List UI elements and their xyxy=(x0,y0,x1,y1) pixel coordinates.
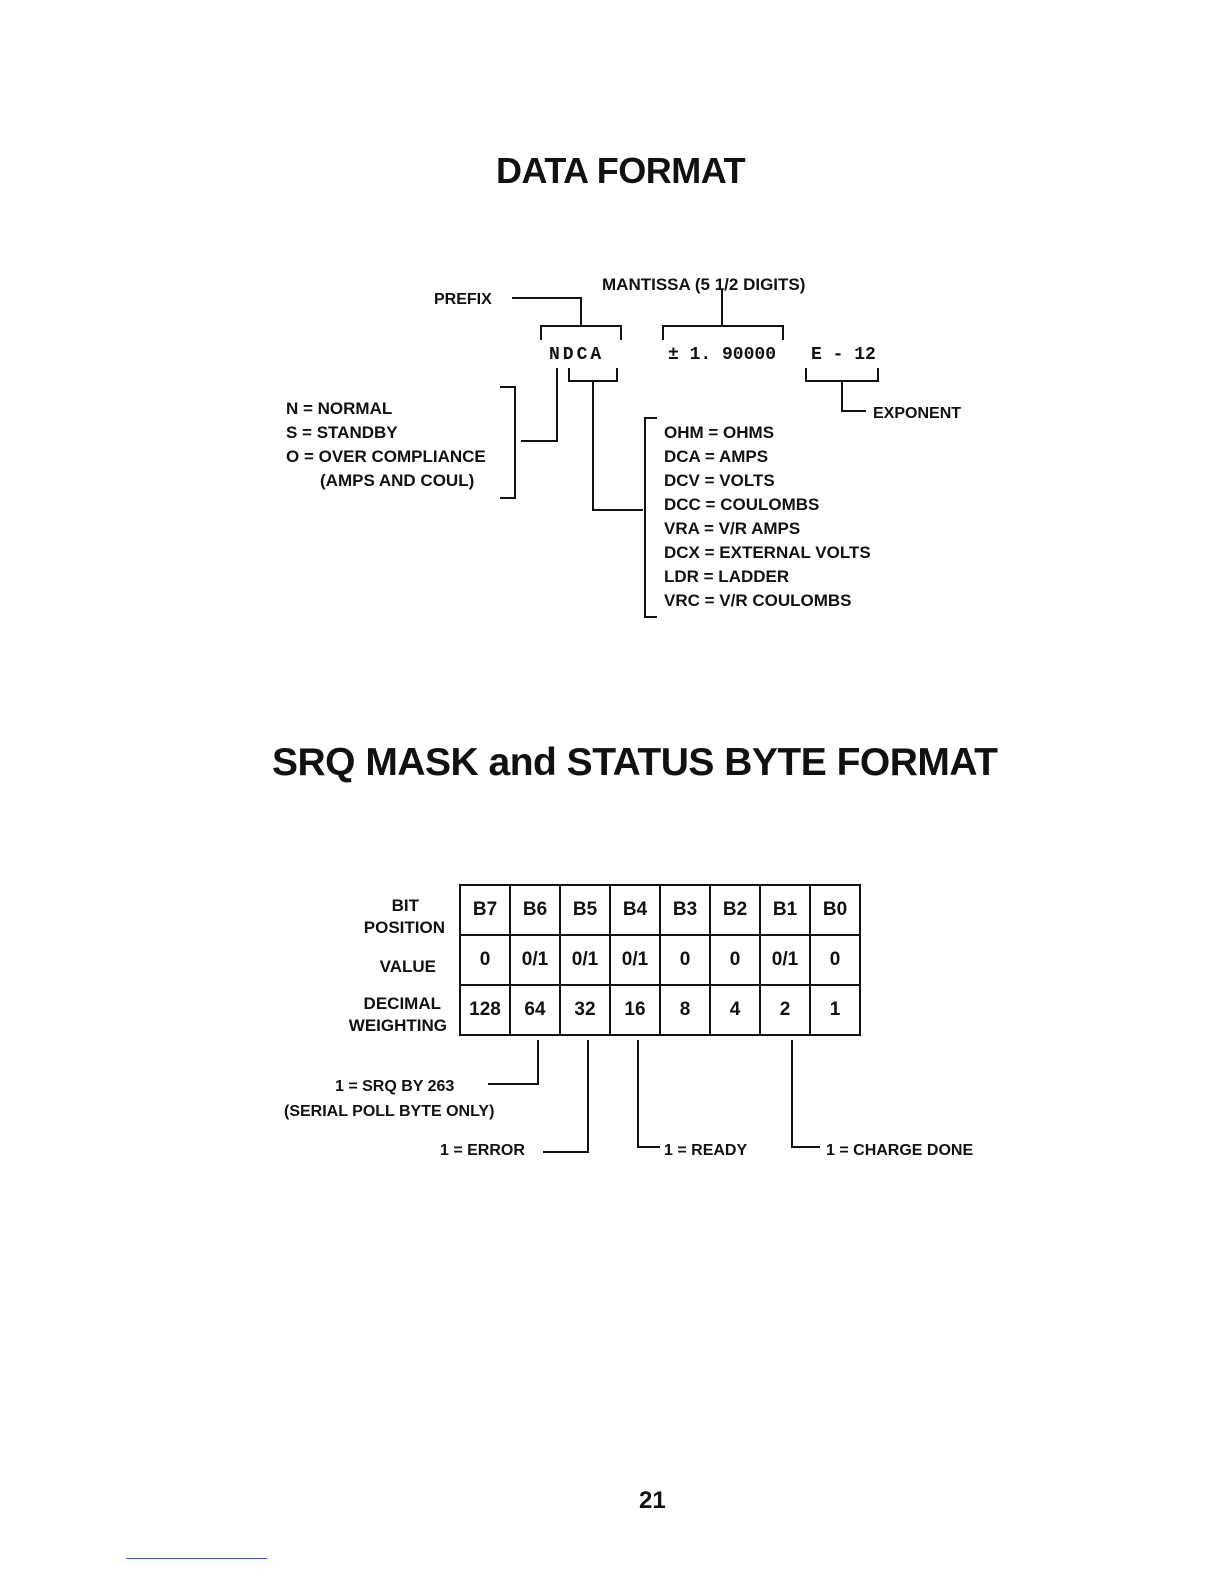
value-cell: 0 xyxy=(660,935,710,985)
status-code-normal: N = NORMAL xyxy=(286,399,393,418)
note-error: 1 = ERROR xyxy=(440,1142,525,1159)
bit-cell: B2 xyxy=(710,885,760,935)
data-format-title: DATA FORMAT xyxy=(496,150,746,191)
weight-cell: 8 xyxy=(660,985,710,1035)
bit-cell: B0 xyxy=(810,885,860,935)
exponent-label: EXPONENT xyxy=(873,405,962,422)
bit-cell: B5 xyxy=(560,885,610,935)
status-code-standby: S = STANDBY xyxy=(286,423,398,442)
function-code-vrc: VRC = V/R COULOMBS xyxy=(664,591,852,610)
exponent-example: E - 12 xyxy=(811,345,876,365)
weight-cell: 16 xyxy=(610,985,660,1035)
row-label-value: VALUE xyxy=(379,957,436,976)
note-charge-done: 1 = CHARGE DONE xyxy=(826,1142,974,1159)
function-code-dcv: DCV = VOLTS xyxy=(664,471,775,490)
prefix-label: PREFIX xyxy=(434,291,492,308)
value-cell: 0/1 xyxy=(760,935,810,985)
function-code-dcx: DCX = EXTERNAL VOLTS xyxy=(664,543,871,562)
weight-cell: 64 xyxy=(510,985,560,1035)
note-srq: 1 = SRQ BY 263 xyxy=(335,1078,455,1095)
bit-cell: B3 xyxy=(660,885,710,935)
bit-cell: B6 xyxy=(510,885,560,935)
function-code-ohm: OHM = OHMS xyxy=(664,423,775,442)
function-code-dca: DCA = AMPS xyxy=(664,447,769,466)
mantissa-example: ± 1. 90000 xyxy=(668,345,777,365)
bit-cell: B4 xyxy=(610,885,660,935)
note-ready: 1 = READY xyxy=(664,1142,748,1159)
weight-cell: 2 xyxy=(760,985,810,1035)
value-cell: 0/1 xyxy=(560,935,610,985)
srq-title: SRQ MASK and STATUS BYTE FORMAT xyxy=(272,741,998,784)
value-cell: 0/1 xyxy=(510,935,560,985)
weight-cell: 32 xyxy=(560,985,610,1035)
row-label-bit-line2: POSITION xyxy=(363,918,445,937)
function-code-ldr: LDR = LADDER xyxy=(664,567,790,586)
row-label-decimal-line2: WEIGHTING xyxy=(348,1016,447,1035)
value-cell: 0 xyxy=(810,935,860,985)
function-code-dcc: DCC = COULOMBS xyxy=(664,495,820,514)
status-code-over-compliance: O = OVER COMPLIANCE xyxy=(286,447,486,466)
row-label-bit-line1: BIT xyxy=(391,896,419,915)
bit-cell: B1 xyxy=(760,885,810,935)
function-code-vra: VRA = V/R AMPS xyxy=(664,519,801,538)
prefix-example: NDCA xyxy=(549,345,605,365)
weight-cell: 128 xyxy=(460,985,510,1035)
row-label-decimal-line1: DECIMAL xyxy=(363,994,441,1013)
weight-cell: 1 xyxy=(810,985,860,1035)
note-srq-sub: (SERIAL POLL BYTE ONLY) xyxy=(284,1103,495,1120)
value-cell: 0 xyxy=(460,935,510,985)
bit-cell: B7 xyxy=(460,885,510,935)
value-cell: 0/1 xyxy=(610,935,660,985)
footer-rule xyxy=(126,1558,267,1559)
mantissa-label: MANTISSA (5 1/2 DIGITS) xyxy=(602,275,806,294)
status-code-note: (AMPS AND COUL) xyxy=(320,471,475,490)
value-cell: 0 xyxy=(710,935,760,985)
weight-cell: 4 xyxy=(710,985,760,1035)
page-number: 21 xyxy=(639,1487,666,1514)
